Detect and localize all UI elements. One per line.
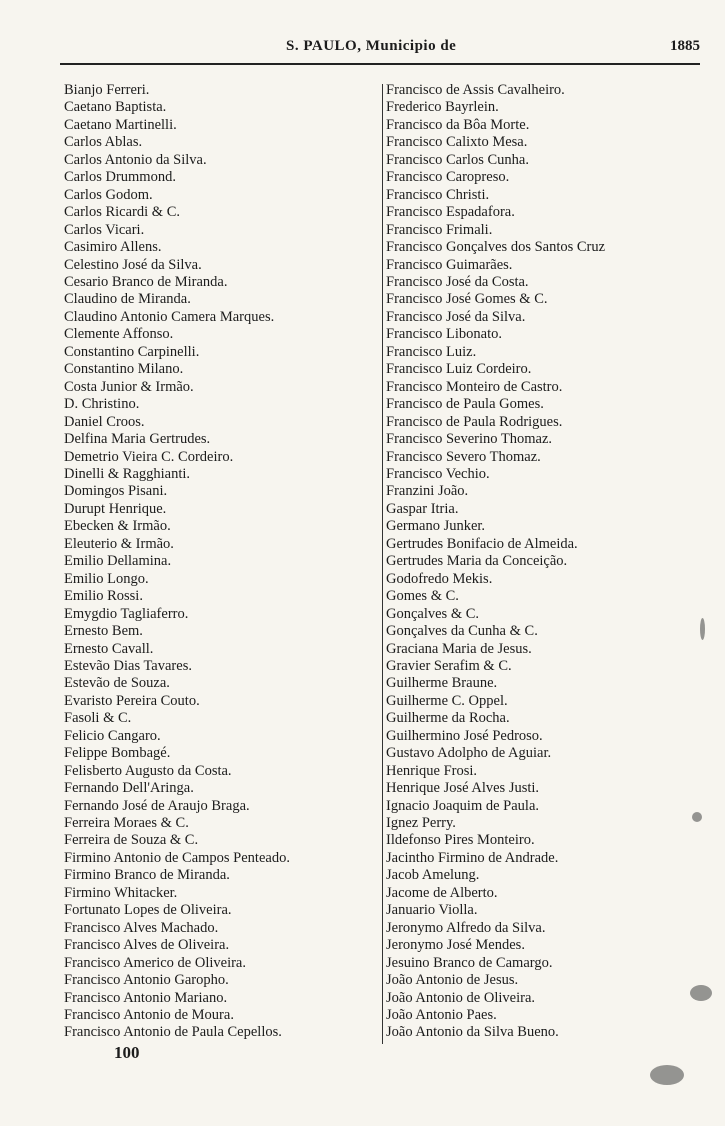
directory-entry: Carlos Ablas. (64, 134, 143, 151)
directory-entry: Francisco Luiz. (386, 343, 477, 360)
directory-entry: Eleuterio & Irmão. (64, 535, 174, 552)
directory-entry: João Antonio de Jesus. (386, 972, 519, 989)
ink-speck (690, 985, 712, 1001)
directory-entry: Ildefonso Pires Monteiro. (386, 832, 535, 849)
header-rule (60, 63, 700, 65)
directory-entry: Fortunato Lopes de Oliveira. (64, 902, 232, 919)
directory-entry: Durupt Henrique. (64, 500, 167, 517)
directory-entry: Guilherme C. Oppel. (386, 692, 508, 709)
directory-entry: Henrique Frosi. (386, 762, 478, 779)
directory-entry: Francisco José da Costa. (386, 273, 529, 290)
directory-entry: Ferreira Moraes & C. (64, 815, 189, 832)
directory-entry: Gonçalves & C. (386, 605, 480, 622)
directory-entry: Estevão de Souza. (64, 675, 170, 692)
directory-entry: Francisco Antonio Mariano. (64, 989, 228, 1006)
directory-entry: Graciana Maria de Jesus. (386, 640, 532, 657)
directory-entry: Gomes & C. (386, 588, 459, 605)
directory-entry: Francisco Vechio. (386, 465, 490, 482)
directory-entry: Jesuino Branco de Camargo. (386, 954, 553, 971)
directory-entry: Ferreira de Souza & C. (64, 832, 199, 849)
directory-entry: Jeronymo José Mendes. (386, 937, 525, 954)
directory-entry: Francisco Guimarães. (386, 256, 513, 273)
directory-entry: Jeronymo Alfredo da Silva. (386, 919, 546, 936)
directory-entry: Caetano Baptista. (64, 99, 167, 116)
directory-entry: João Antonio da Silva Bueno. (386, 1024, 559, 1041)
directory-entry: Carlos Godom. (64, 186, 153, 203)
directory-entry: Gonçalves da Cunha & C. (386, 623, 538, 640)
directory-entry: Carlos Drummond. (64, 169, 176, 186)
page-header (60, 36, 700, 62)
page-number: 100 (114, 1043, 140, 1062)
directory-entry: Constantino Milano. (64, 361, 184, 378)
directory-entry: Francisco Espadafora. (386, 204, 515, 221)
directory-entry: Firmino Branco de Miranda. (64, 867, 230, 884)
directory-entry: João Antonio Paes. (386, 1007, 497, 1024)
ink-speck (650, 1065, 684, 1085)
directory-entry: Constantino Carpinelli. (64, 343, 200, 360)
directory-entry: Firmino Antonio de Campos Penteado. (64, 849, 290, 866)
directory-entry: Francisco Caropreso. (386, 169, 510, 186)
directory-entry: Francisco Severo Thomaz. (386, 448, 541, 465)
directory-entry: Ignez Perry. (386, 815, 456, 832)
left-name-column (64, 82, 382, 1042)
directory-entry: Felicio Cangaro. (64, 727, 161, 744)
directory-entry: D. Christino. (64, 396, 140, 413)
directory-entry: Francisco Alves Machado. (64, 919, 219, 936)
directory-entry: Francisco Antonio de Moura. (64, 1007, 234, 1024)
directory-entry: Guilherme da Rocha. (386, 710, 510, 727)
directory-entry: Francisco Severino Thomaz. (386, 431, 553, 448)
directory-entry: Guilherme Braune. (386, 675, 498, 692)
directory-entry: Firmino Whitacker. (64, 884, 178, 901)
right-name-column (386, 82, 706, 1042)
directory-entry: Clemente Affonso. (64, 326, 174, 343)
directory-entry: Costa Junior & Irmão. (64, 378, 194, 395)
directory-entry: Claudino de Miranda. (64, 291, 191, 308)
directory-entry: Emilio Dellamina. (64, 553, 172, 570)
directory-entry: Emilio Longo. (64, 570, 149, 587)
directory-entry: Jacome de Alberto. (386, 884, 498, 901)
directory-entry: Fernando José de Araujo Braga. (64, 797, 250, 814)
directory-entry: Ernesto Cavall. (64, 640, 154, 657)
directory-entry: Dinelli & Ragghianti. (64, 465, 191, 482)
directory-entry: Francisco Libonato. (386, 326, 502, 343)
year-label: 1885 (670, 38, 700, 54)
directory-entry: Francisco Antonio de Paula Cepellos. (64, 1024, 282, 1041)
directory-entry: Ernesto Bem. (64, 623, 143, 640)
directory-entry: Bianjo Ferreri. (64, 82, 150, 98)
directory-entry: João Antonio de Oliveira. (386, 989, 536, 1006)
directory-entry: Gertrudes Maria da Conceição. (386, 553, 568, 570)
directory-entry: Gravier Serafim & C. (386, 657, 512, 674)
directory-entry: Germano Junker. (386, 518, 486, 535)
directory-entry: Francisco de Assis Cavalheiro. (386, 82, 565, 98)
directory-entry: Francisco Calixto Mesa. (386, 134, 528, 151)
directory-entry: Evaristo Pereira Couto. (64, 692, 200, 709)
directory-entry: Francisco de Paula Rodrigues. (386, 413, 563, 430)
directory-entry: Frederico Bayrlein. (386, 99, 499, 116)
directory-entry: Emygdio Tagliaferro. (64, 605, 189, 622)
directory-entry: Ebecken & Irmão. (64, 518, 171, 535)
directory-entry: Domingos Pisani. (64, 483, 168, 500)
directory-entry: Casimiro Allens. (64, 239, 162, 256)
directory-entry: Jacob Amelung. (386, 867, 480, 884)
directory-entry: Claudino Antonio Camera Marques. (64, 308, 275, 325)
directory-entry: Francisco Frimali. (386, 221, 493, 238)
directory-entry: Ignacio Joaquim de Paula. (386, 797, 540, 814)
ink-speck (700, 618, 705, 640)
directory-entry: Francisco Americo de Oliveira. (64, 954, 246, 971)
directory-entry: Estevão Dias Tavares. (64, 657, 192, 674)
directory-entry: Januario Violla. (386, 902, 478, 919)
directory-entry: Demetrio Vieira C. Cordeiro. (64, 448, 234, 465)
directory-entry: Gertrudes Bonifacio de Almeida. (386, 535, 578, 552)
directory-entry: Francisco José Gomes & C. (386, 291, 548, 308)
directory-entry: Godofredo Mekis. (386, 570, 493, 587)
directory-entry: Francisco Luiz Cordeiro. (386, 361, 532, 378)
directory-entry: Jacintho Firmino de Andrade. (386, 849, 559, 866)
directory-entry: Felippe Bombagé. (64, 745, 171, 762)
directory-entry: Francisco Alves de Oliveira. (64, 937, 230, 954)
running-title: S. PAULO, Municipio de (286, 38, 457, 54)
directory-entry: Emilio Rossi. (64, 588, 143, 605)
directory-entry: Fernando Dell'Aringa. (64, 780, 194, 797)
directory-entry: Caetano Martinelli. (64, 116, 177, 133)
directory-entry: Carlos Vicari. (64, 221, 145, 238)
directory-entry: Guilhermino José Pedroso. (386, 727, 543, 744)
directory-entry: Henrique José Alves Justi. (386, 780, 540, 797)
directory-entry: Francisco de Paula Gomes. (386, 396, 544, 413)
directory-entry: Francisco Carlos Cunha. (386, 151, 529, 168)
directory-entry: Francisco José da Silva. (386, 308, 526, 325)
directory-entry: Franzini João. (386, 483, 469, 500)
directory-entry: Francisco Antonio Garopho. (64, 972, 229, 989)
directory-entry: Cesario Branco de Miranda. (64, 273, 228, 290)
directory-entry: Delfina Maria Gertrudes. (64, 431, 211, 448)
directory-entry: Fasoli & C. (64, 710, 132, 727)
directory-entry: Gaspar Itria. (386, 500, 459, 517)
directory-entry: Felisberto Augusto da Costa. (64, 762, 232, 779)
directory-entry: Carlos Antonio da Silva. (64, 151, 207, 168)
directory-entry: Celestino José da Silva. (64, 256, 202, 273)
directory-entry: Carlos Ricardi & C. (64, 204, 180, 221)
column-divider (382, 84, 383, 1044)
directory-entry: Francisco Christi. (386, 186, 490, 203)
directory-entry: Francisco Gonçalves dos Santos Cruz (386, 239, 606, 256)
directory-entry: Daniel Croos. (64, 413, 145, 430)
directory-entry: Gustavo Adolpho de Aguiar. (386, 745, 552, 762)
directory-entry: Francisco da Bôa Morte. (386, 116, 530, 133)
ink-speck (692, 812, 702, 822)
directory-entry: Francisco Monteiro de Castro. (386, 378, 563, 395)
